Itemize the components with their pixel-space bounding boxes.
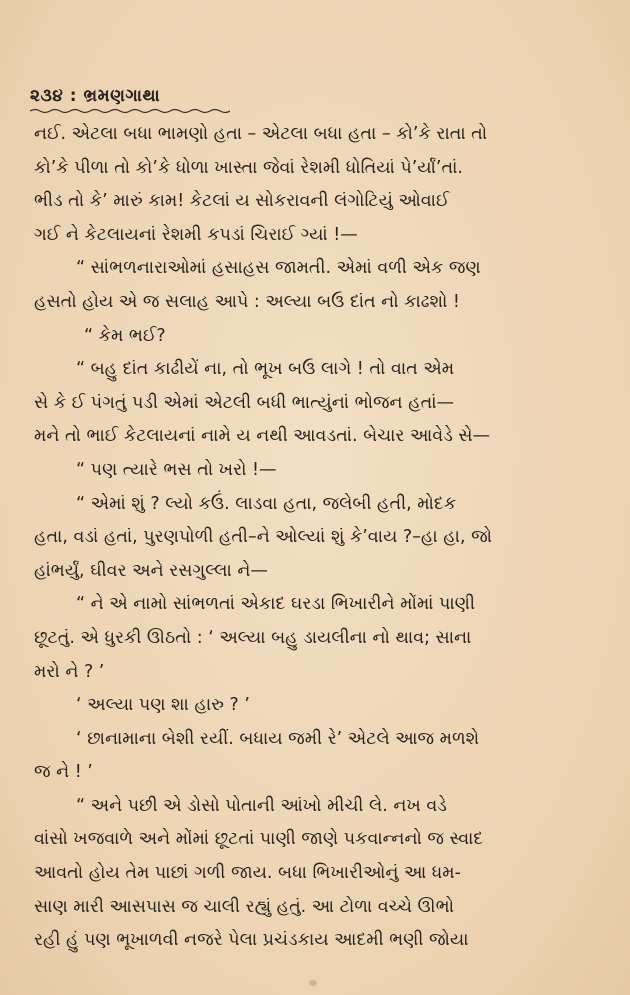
text-line: મરો ને ? ’ bbox=[34, 661, 105, 682]
text-line: આવતો હોય તેમ પાછાં ગળી જાય. બધા ભિખારીઓનું આ ધમ- bbox=[34, 863, 461, 884]
text-line: ‘ છાનામાના બેશી રયીં. બધાય જમી રે’ એટલે આજ મળશે bbox=[76, 728, 480, 749]
text-line: “ સાંભળનારાઓમાં હસાહસ જામતી. એમાં વળી એક જણ bbox=[76, 258, 481, 279]
text-line: કો’કે પીળા તો કો’કે ધોળા ખાસ્તા જેવાં રેશમી ધોતિયાં પે’ર્યાં’તાં. bbox=[34, 157, 463, 178]
page-ornament bbox=[309, 980, 317, 986]
text-line: “ અને પછી એ ડોસો પોતાની આંખો મીચી લે. નખ વડે bbox=[76, 795, 447, 816]
text-line: હાંભર્યું, ઘીવર અને રસગુલ્લા ને— bbox=[34, 560, 268, 581]
text-line: ‘ અલ્યા પણ શા હારુ ? ’ bbox=[76, 695, 250, 716]
running-head: ૨૩૪ : ભ્રમણગાથા bbox=[30, 86, 161, 106]
text-line: હસતો હોય એ જ સલાહ આપે : અલ્યા બઉ દાંત નો કાઢશો ! bbox=[34, 291, 460, 312]
text-line: “ એમાં શું ? લ્યો કઉં. લાડવા હતા, જલેબી હતી, મોદક bbox=[76, 493, 457, 514]
text-line: “ ને એ નામો સાંભળતાં એકાદ ઘરડા ભિખારીને મોંમાં પાણી bbox=[76, 594, 475, 615]
text-line: હતા, વડાં હતાં, પુરણપોળી હતી–ને ઓલ્યાં શું કે’વાય ?–હા હા, જો bbox=[34, 527, 493, 548]
text-line: ગઈ ને કેટલાયનાં રેશમી કપડાં ચિરાઈ ગ્યાં !— bbox=[34, 224, 358, 245]
text-line: ભીડ તો કે’ મારું કામ! કેટલાં ય સોકરાવની લંગોટિયું ઓવાઈ bbox=[34, 191, 450, 212]
text-line: સાણ મારી આસપાસ જ ચાલી રહ્યું હતું. આ ટોળા વચ્ચે ઊભો bbox=[34, 896, 455, 917]
text-line: “ બહુ દાંત કાઢીયેં ના, તો ભૂખ બઉ લાગે ! તો વાત એમ bbox=[76, 359, 455, 380]
running-head-rule bbox=[30, 108, 230, 114]
text-line: મને તો ભાઈ કેટલાયનાં નામે ય નથી આવડતાં. બેચાર આવેડે સે— bbox=[34, 426, 491, 447]
text-line: જ ને ! ’ bbox=[34, 762, 93, 783]
body-text bbox=[34, 118, 594, 958]
text-line: નઈ. એટલા બધા ભામણો હતા – એટલા બધા હતા – કો’કે રાતા તો bbox=[34, 124, 488, 144]
text-line: “ પણ ત્યારે ભસ તો ખરો !— bbox=[76, 459, 277, 480]
text-line: સે કે ઈ પંગતું પડી એમાં એટલી બધી ભાત્યુંનાં ભોજન હતાં— bbox=[34, 392, 454, 413]
text-line: “ કેમ ભઈ? bbox=[84, 325, 166, 346]
text-line: છૂટતું. એ ધુરકી ઊઠતો : ‘ અલ્યા બહુ ડાયલીના નો થાવ; સાના bbox=[34, 627, 472, 648]
text-line: વાંસો ખજવાળે અને મોંમાં છૂટતાં પાણી જાણે પકવાન્નનો જ સ્વાદ bbox=[34, 829, 484, 850]
text-line: રહી હું પણ ભૂખાળવી નજરે પેલા પ્રચંડકાય આદમી ભણી જોયા bbox=[34, 930, 469, 951]
